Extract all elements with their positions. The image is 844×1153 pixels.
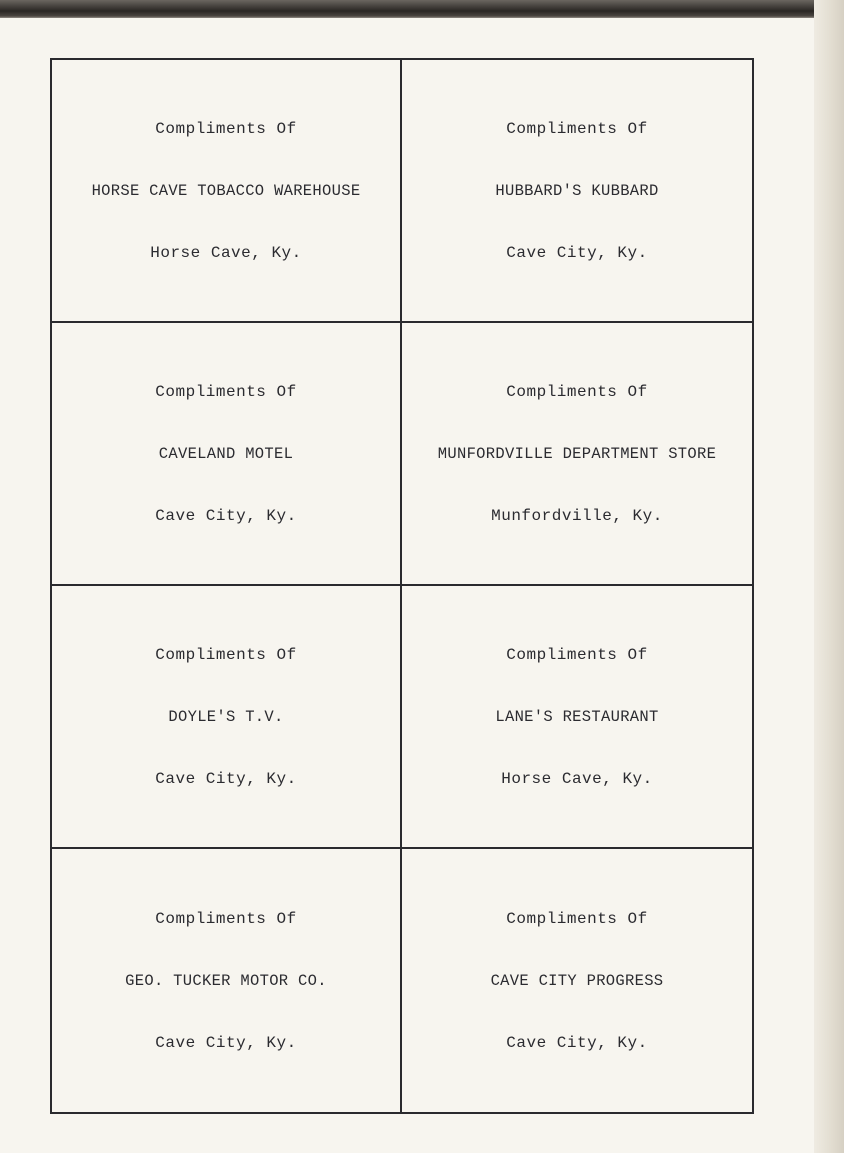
ad-heading: Compliments Of [155, 909, 297, 928]
ad-location: Cave City, Ky. [506, 243, 648, 262]
ad-business-name: GEO. TUCKER MOTOR CO. [125, 971, 327, 990]
ad-location: Horse Cave, Ky. [501, 769, 653, 788]
advertisement-grid [50, 58, 754, 1114]
ad-box [402, 586, 752, 849]
ad-box [402, 323, 752, 586]
ad-location: Horse Cave, Ky. [150, 243, 302, 262]
ad-box [52, 60, 402, 323]
ad-heading: Compliments Of [155, 645, 297, 664]
ad-heading: Compliments Of [506, 382, 648, 401]
ad-business-name: LANE'S RESTAURANT [495, 707, 659, 726]
ad-business-name: MUNFORDVILLE DEPARTMENT STORE [437, 444, 717, 463]
ad-location: Cave City, Ky. [155, 769, 297, 788]
ad-box [402, 849, 752, 1112]
page-top-edge [0, 0, 844, 20]
ad-heading: Compliments Of [155, 119, 297, 138]
ad-business-name: DOYLE'S T.V. [168, 707, 284, 726]
ad-business-name: HORSE CAVE TOBACCO WAREHOUSE [91, 181, 361, 200]
ad-business-name: HUBBARD'S KUBBARD [495, 181, 659, 200]
ad-location: Cave City, Ky. [506, 1033, 648, 1052]
ad-box [52, 323, 402, 586]
ad-box [402, 60, 752, 323]
ad-location: Cave City, Ky. [155, 506, 297, 525]
ad-business-name: CAVELAND MOTEL [158, 444, 294, 463]
ad-box [52, 849, 402, 1112]
ad-heading: Compliments Of [506, 645, 648, 664]
book-spine-shadow [814, 0, 844, 1153]
ad-business-name: CAVE CITY PROGRESS [490, 971, 664, 990]
ad-heading: Compliments Of [155, 382, 297, 401]
ad-location: Munfordville, Ky. [491, 506, 663, 525]
ad-heading: Compliments Of [506, 909, 648, 928]
ad-heading: Compliments Of [506, 119, 648, 138]
ad-location: Cave City, Ky. [155, 1033, 297, 1052]
ad-box [52, 586, 402, 849]
